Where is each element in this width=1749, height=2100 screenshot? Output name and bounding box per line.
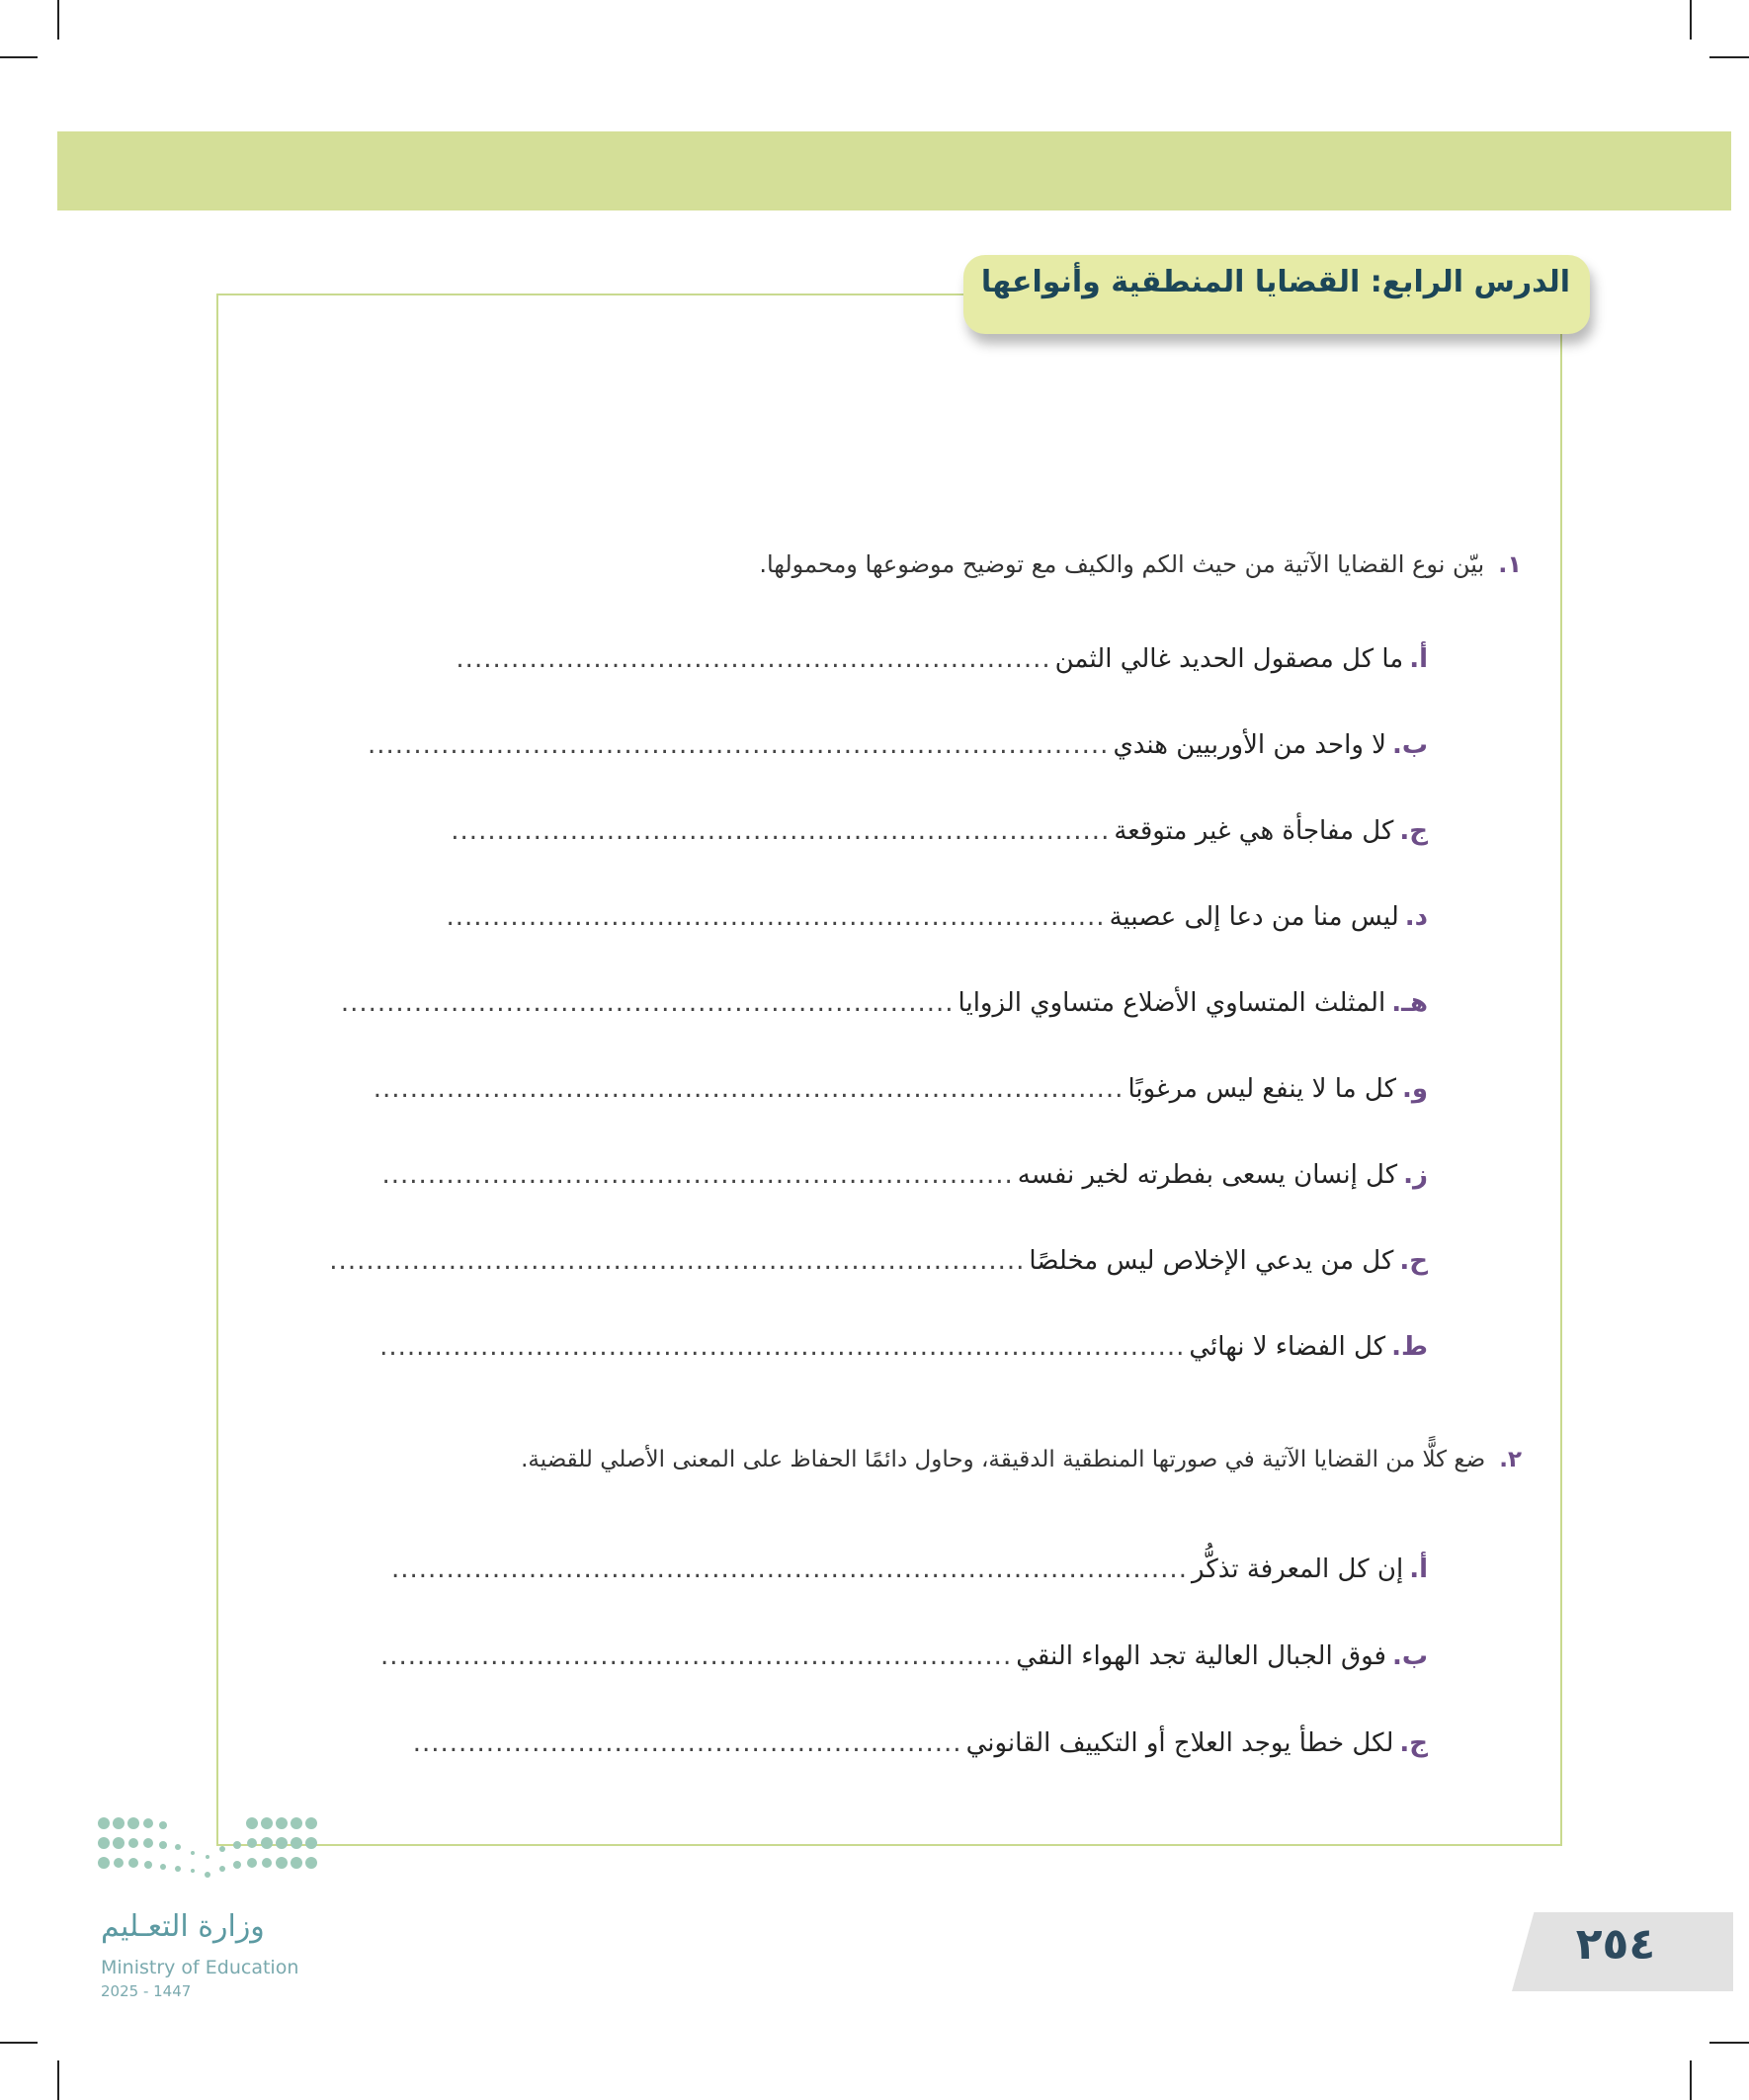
question-number: ٢. xyxy=(1499,1447,1522,1472)
answer-blank[interactable]: ..................................................................... xyxy=(379,1641,1013,1671)
crop-mark xyxy=(57,2060,59,2100)
question-text: بيّن نوع القضايا الآتية من حيث الكم والكيف مع توضيح موضوعها ومحمولها. xyxy=(759,550,1485,578)
lesson-title-tab xyxy=(963,255,1590,334)
question-1 xyxy=(759,550,1522,578)
answer-blank[interactable]: ................................................................................. xyxy=(368,730,1110,760)
list-item: ب. لا واحد من الأوربيين هندي ................................................................................. xyxy=(368,730,1428,760)
list-item: ج. كل مفاجأة هي غير متوقعة ........................................................................ xyxy=(451,816,1428,846)
list-item: ج. لكل خطأ يوجد العلاج أو التكييف القانوني ............................................................ xyxy=(412,1728,1428,1758)
answer-blank[interactable]: ........................................................................................ xyxy=(379,1332,1186,1362)
list-item: د. ليس منا من دعا إلى عصبية ........................................................................ xyxy=(446,902,1428,932)
answer-blank[interactable]: ........................................................................ xyxy=(446,902,1106,932)
question-number: ١. xyxy=(1498,550,1522,578)
answer-blank[interactable]: .................................................................................. xyxy=(373,1074,1124,1104)
lesson-title: الدرس الرابع: القضايا المنطقية وأنواعها xyxy=(980,265,1570,299)
question-2 xyxy=(521,1447,1522,1472)
list-item: أ. ما كل مصقول الحديد غالي الثمن ................................................................. xyxy=(456,644,1428,674)
crop-mark xyxy=(0,56,38,58)
question-text: ضع كلًّا من القضايا الآتية في صورتها المنطقية الدقيقة، وحاول دائمًا الحفاظ على المعنى الأصلي للقضية. xyxy=(521,1447,1486,1472)
answer-blank[interactable]: ............................................................ xyxy=(412,1728,962,1758)
ministry-name-ar: وزارة التعـليم xyxy=(101,1909,265,1944)
crop-mark xyxy=(1709,2042,1749,2044)
crop-mark xyxy=(0,2042,38,2044)
answer-blank[interactable]: ................................................................. xyxy=(456,644,1051,674)
crop-mark xyxy=(1690,0,1692,40)
list-item: و. كل ما لا ينفع ليس مرغوبًا .................................................................................. xyxy=(373,1074,1428,1104)
crop-mark xyxy=(1690,2060,1692,2100)
answer-blank[interactable]: ........................................................................ xyxy=(451,816,1111,846)
crop-mark xyxy=(1709,56,1749,58)
answer-blank[interactable]: ..................................................................... xyxy=(381,1160,1014,1190)
list-item: ب. فوق الجبال العالية تجد الهواء النقي ..................................................................... xyxy=(379,1641,1428,1671)
ministry-year: 2025 - 1447 xyxy=(101,1982,192,2000)
header-band xyxy=(57,131,1731,210)
list-item: ح. كل من يدعي الإخلاص ليس مخلصًا ............................................................................ xyxy=(329,1246,1428,1276)
answer-blank[interactable]: ............................................................................ xyxy=(329,1246,1026,1276)
crop-mark xyxy=(57,0,59,40)
list-item: ز. كل إنسان يسعى بفطرته لخير نفسه ..................................................................... xyxy=(381,1160,1428,1190)
content-frame xyxy=(216,294,1562,1846)
page-number: ٢٥٤ xyxy=(1575,1919,1656,1970)
ministry-name-en: Ministry of Education xyxy=(101,1957,299,1978)
list-item: أ. إن كل المعرفة تذكُّر ....................................................................................... xyxy=(390,1554,1428,1584)
list-item: ط. كل الفضاء لا نهائي ........................................................................................ xyxy=(379,1332,1428,1362)
answer-blank[interactable]: ....................................................................................... xyxy=(390,1554,1188,1584)
list-item: هـ. المثلث المتساوي الأضلاع متساوي الزوايا ................................................................... xyxy=(340,988,1428,1018)
answer-blank[interactable]: ................................................................... xyxy=(340,988,955,1018)
